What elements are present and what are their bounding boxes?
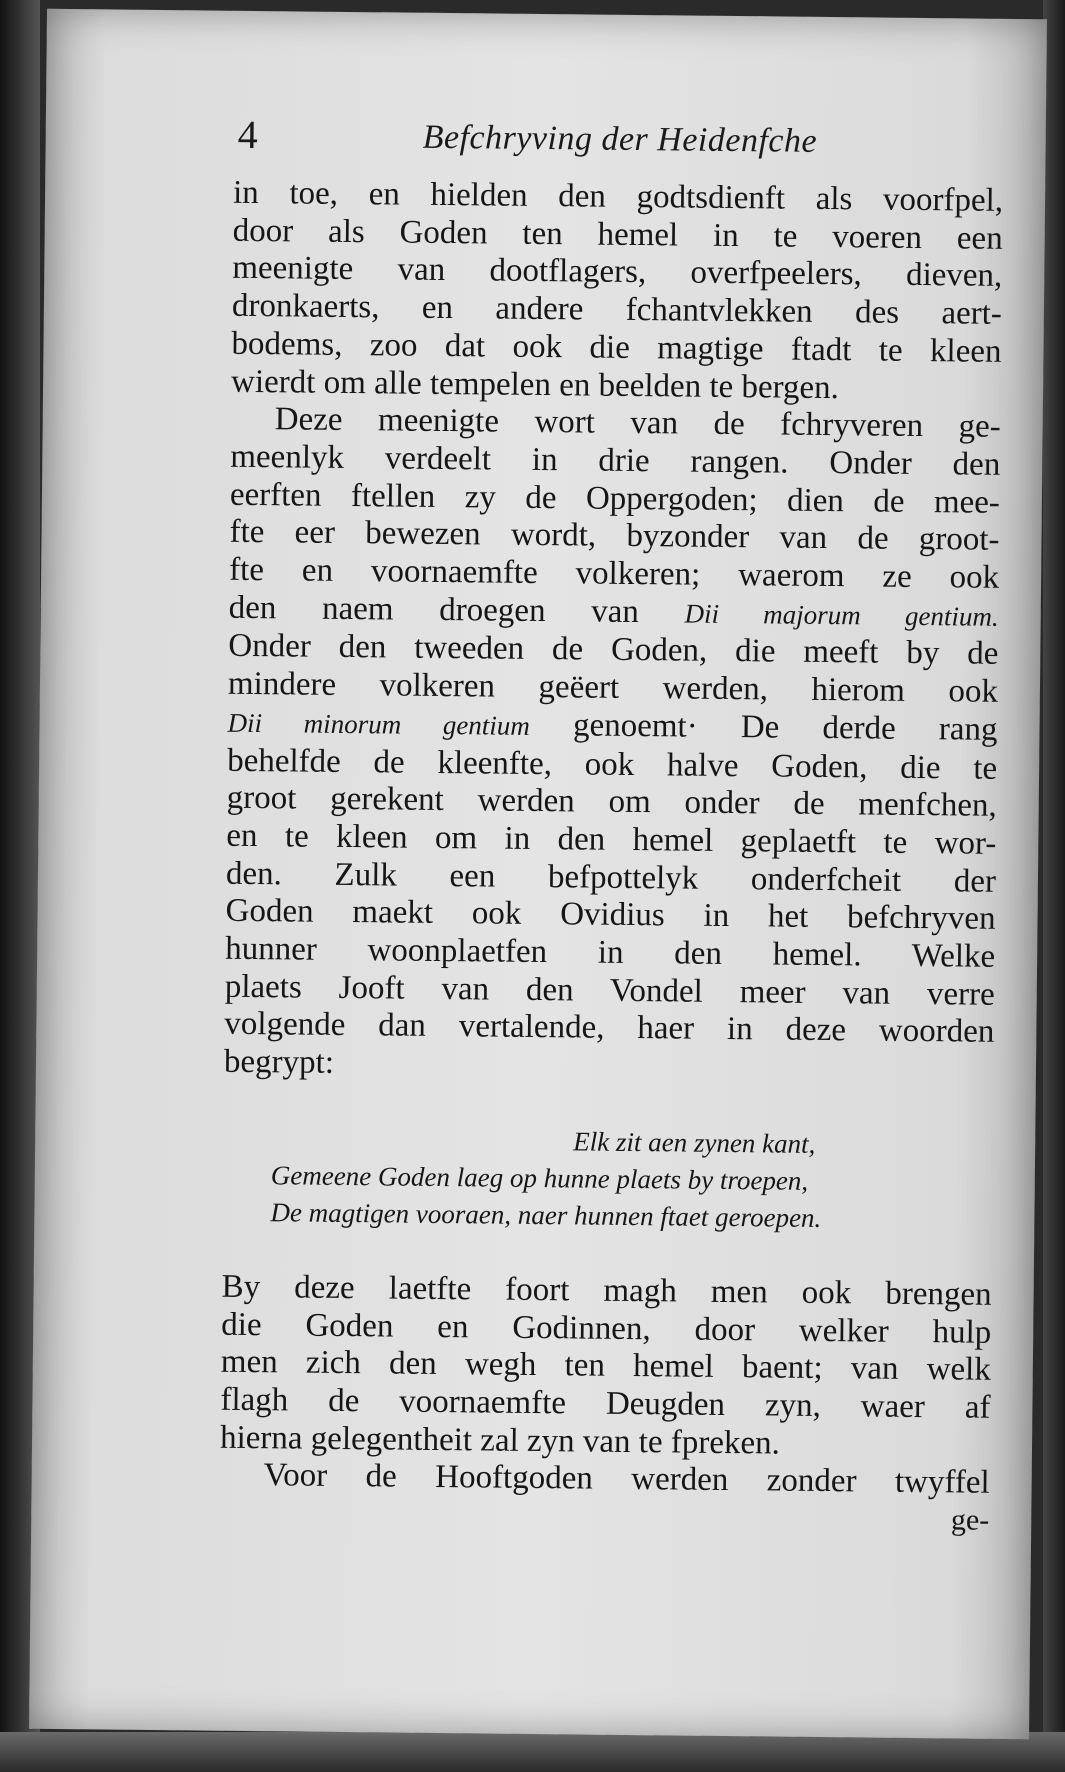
text-fragment: den naem droegen van (228, 589, 685, 631)
text-line: door als Goden ten hemel in te voeren een (232, 212, 1003, 257)
verse-line: De magtigen vooraen, naer hunnen ftaet geroepen. (270, 1197, 822, 1233)
page-number: 4 (237, 111, 258, 158)
text-line: en te kleen om in den hemel geplaetft te wor- (226, 817, 997, 862)
text-line: dronkaerts, en andere fchantvlekken des aert- (231, 287, 1003, 332)
text-line: Deze meenigte wort van de fchryveren ge- (274, 401, 1001, 446)
text-line: begrypt: (223, 1043, 335, 1082)
text-line: fte eer bewezen wordt, byzonder van de groot- (229, 514, 1000, 559)
text-line: behelfde de kleenfte, ook halve Goden, die te (226, 742, 998, 787)
text-line: By deze laetfte foort magh men ook brengen (221, 1268, 992, 1313)
text-line: meenlyk verdeelt in drie rangen. Onder den (230, 438, 1001, 483)
text-line: wierdt om alle tempelen en beelden te bergen. (230, 363, 840, 406)
text-line: groot gerekent werden om onder de menfchen, (226, 779, 997, 825)
running-head: Befchryving der Heidenfche (422, 118, 818, 160)
verse-line: Elk zit aen zynen kant, (573, 1126, 816, 1159)
text-line: plaets Jooft van den Vondel meer van verre (224, 968, 995, 1013)
text-line: hierna gelegentheit zal zyn van te fpreken. (219, 1419, 781, 1462)
text-line: men zich den wegh ten hemel baent; van welk (220, 1343, 992, 1389)
text-line: mindere volkeren geëert werden, hierom ook (227, 665, 999, 710)
text-line: hunner woonplaetfen in den hemel. Welke (225, 930, 996, 975)
text-line: die Goden en Godinnen, door welker hulp (221, 1306, 992, 1351)
text-line: in toe, en hielden den godtsdienft als voorfpel, (232, 174, 1004, 219)
text-line: flagh de voornaemfte Deugden zyn, waer af (220, 1381, 991, 1426)
paragraph-3 (220, 1269, 992, 1466)
paragraph-2 (224, 401, 1001, 1090)
latin-phrase: Dii minorum gentium (227, 707, 531, 741)
paragraph-1 (231, 175, 1003, 409)
verse-quote (222, 1120, 993, 1239)
page-header (197, 104, 898, 171)
text-line: meenigte van dootflagers, overfpeelers, dieven, (232, 250, 1003, 295)
book-bottom-edge (0, 1732, 1065, 1772)
text-line: bodems, zoo dat ook die magtige ftadt te kleen (231, 325, 1002, 370)
text-line: Onder den tweeden de Goden, die meeft by de (228, 628, 999, 673)
book-page (29, 9, 1047, 1739)
text-fragment: genoemt· De derde rang (529, 706, 998, 748)
text-line: Goden maekt ook Ovidius in het befchryven (225, 893, 996, 938)
text-line: den. Zulk een befpottelyk onderfcheit der (225, 855, 997, 900)
text-line: Voor de Hooftgoden werden zonder twyffel (263, 1457, 990, 1502)
verse-line: Gemeene Goden laeg op hunne plaets by troepen, (270, 1160, 809, 1196)
text-line: volgende dan vertalende, haer in deze woorden (224, 1006, 995, 1051)
latin-phrase: Dii majorum gentium. (684, 598, 999, 632)
text-line: eerften ftellen zy de Oppergoden; dien de mee- (229, 476, 1001, 521)
catchword: ge- (950, 1503, 990, 1537)
book-right-edge (1043, 0, 1065, 1772)
text-line: fte en voornaemfte volkeren; waerom ze ook (228, 551, 1000, 596)
body-text (219, 175, 1003, 1539)
